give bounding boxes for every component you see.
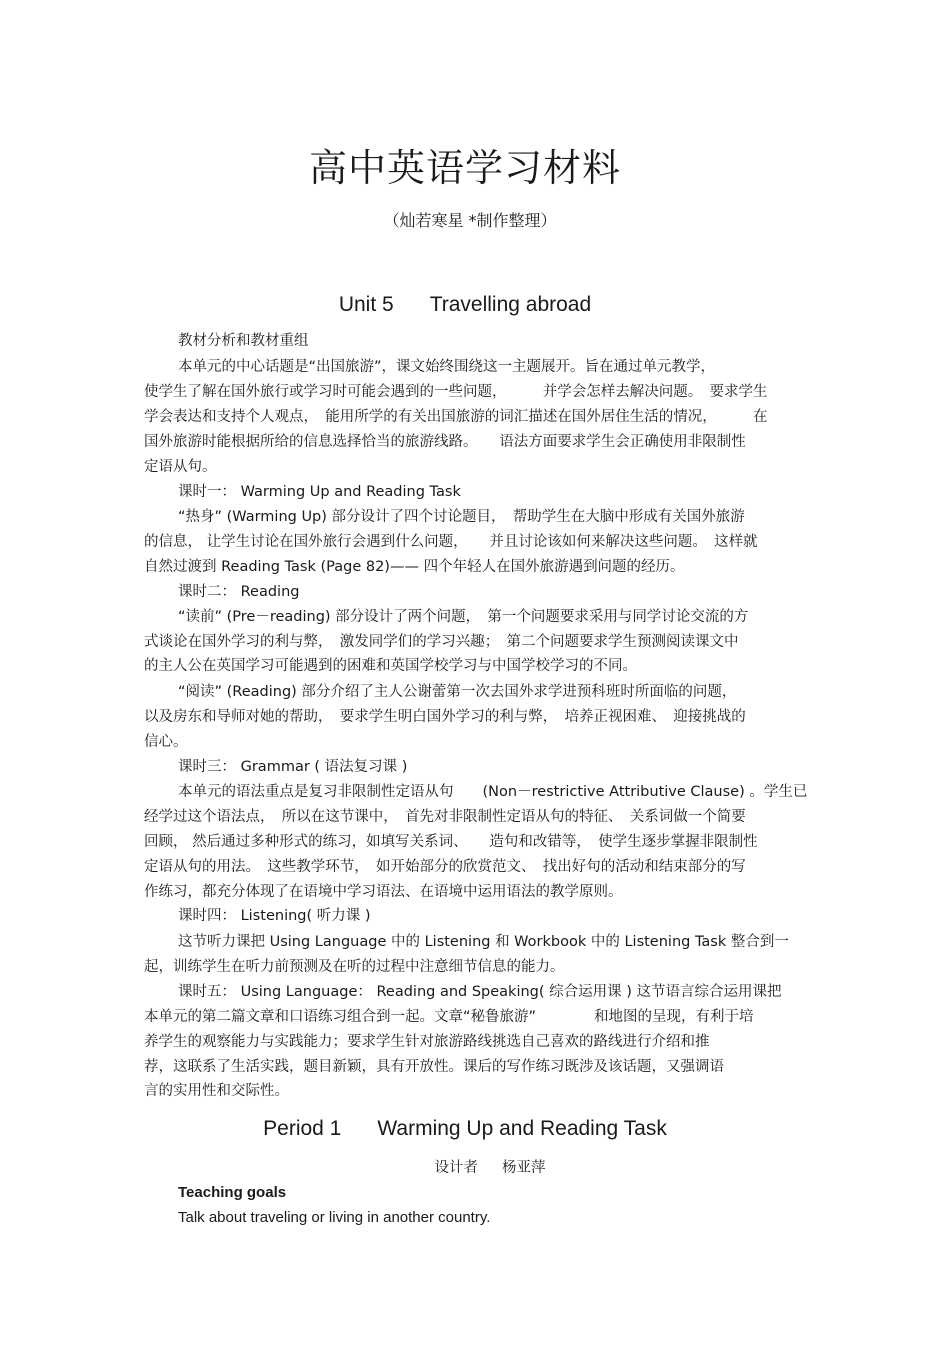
period-heading	[0, 1117, 930, 1141]
teaching-goals-heading: Teaching goals	[178, 1184, 287, 1201]
section-label: 教材分析和教材重组	[178, 333, 309, 349]
lesson-1-line: 自然过渡到 Reading Task (Page 82)—— 四个年轻人在国外旅游遇到问题的经历。	[144, 559, 685, 575]
lesson-5-label: 课时五： Using Language： Reading and Speaking( 综合运用课 ) 这节语言综合运用课把	[178, 984, 782, 1000]
period-number: Period 1	[263, 1117, 342, 1140]
intro-line: 学会表达和支持个人观点， 能用所学的有关出国旅游的词汇描述在国外居住生活的情况， 在	[144, 409, 768, 425]
lesson-2-line: “读前” (Pre－reading) 部分设计了两个问题， 第一个问题要求采用与同学讨论交流的方	[178, 609, 749, 625]
lesson-5-line: 言的实用性和交际性。	[144, 1083, 289, 1099]
lesson-3-label: 课时三： Grammar ( 语法复习课 )	[178, 759, 408, 775]
teaching-goals-line: Talk about traveling or living in another country.	[178, 1209, 491, 1226]
lesson-4-line: 这节听力课把 Using Language 中的 Listening 和 Workbook 中的 Listening Task 整合到一	[178, 934, 789, 950]
lesson-3-line: 回顾， 然后通过多种形式的练习，如填写关系词、 造句和改错等， 使学生逐步掌握非限制性	[144, 834, 758, 850]
lesson-5-line: 养学生的观察能力与实践能力；要求学生针对旅游路线挑选自己喜欢的路线进行介绍和推	[144, 1034, 710, 1050]
lesson-4-line: 起，训练学生在听力前预测及在听的过程中注意细节信息的能力。	[144, 959, 565, 975]
unit-number: Unit 5	[338, 293, 394, 316]
intro-line: 国外旅游时能根据所给的信息选择恰当的旅游线路。 语法方面要求学生会正确使用非限制性	[144, 434, 746, 450]
lesson-1-line: 的信息， 让学生讨论在国外旅行会遇到什么问题， 并且讨论该如何来解决这些问题。 这样就	[144, 534, 758, 550]
lesson-1-label: 课时一： Warming Up and Reading Task	[178, 484, 461, 500]
document-title: 高中英语学习材料	[308, 146, 621, 190]
lesson-2-line: “阅读” (Reading) 部分介绍了主人公谢蕾第一次去国外求学进预科班时所面临的问题，	[178, 684, 737, 700]
designer-line	[0, 1156, 950, 1177]
intro-line: 使学生了解在国外旅行或学习时可能会遇到的一些问题， 并学会怎样去解决问题。 要求学生	[144, 384, 768, 400]
intro-line: 定语从句。	[144, 459, 217, 475]
unit-name: Travelling abroad	[429, 293, 592, 316]
document-subtitle: （灿若寒星 *制作整理）	[383, 211, 557, 230]
lesson-2-label: 课时二： Reading	[178, 584, 300, 600]
unit-heading	[0, 293, 930, 317]
designer-name: 杨亚萍	[502, 1160, 546, 1176]
lesson-2-line: 式谈论在国外学习的利与弊， 激发同学们的学习兴趣； 第二个问题要求学生预测阅读课文中	[144, 634, 739, 650]
lesson-2-line: 信心。	[144, 734, 188, 750]
lesson-3-line: 经学过这个语法点， 所以在这节课中， 首先对非限制性定语从句的特征、 关系词做一个简要	[144, 809, 746, 825]
designer-label: 设计者	[434, 1160, 478, 1176]
lesson-2-line: 以及房东和导师对她的帮助， 要求学生明白国外学习的利与弊， 培养正视困难、 迎接挑战的	[144, 709, 746, 725]
lesson-3-line: 本单元的语法重点是复习非限制性定语从句 (Non－restrictive Attributive Clause) 。学生已	[178, 784, 808, 800]
lesson-3-line: 定语从句的用法。 这些教学环节， 如开始部分的欣赏范文、 找出好句的活动和结束部分的写	[144, 859, 746, 875]
intro-line: 本单元的中心话题是“出国旅游”，课文始终围绕这一主题展开。旨在通过单元教学，	[178, 359, 716, 375]
period-name: Warming Up and Reading Task	[377, 1117, 667, 1140]
lesson-4-label: 课时四： Listening( 听力课 )	[178, 908, 371, 924]
lesson-3-line: 作练习，都充分体现了在语境中学习语法、在语境中运用语法的教学原则。	[144, 884, 623, 900]
lesson-5-line: 荐，这联系了生活实践，题目新颖，具有开放性。课后的写作练习既涉及该话题，又强调语	[144, 1059, 724, 1075]
lesson-2-line: 的主人公在英国学习可能遇到的困难和英国学校学习与中国学校学习的不同。	[144, 658, 637, 674]
lesson-1-line: “热身” (Warming Up) 部分设计了四个讨论题目， 帮助学生在大脑中形成有关国外旅游	[178, 509, 745, 525]
lesson-5-line: 本单元的第二篇文章和口语练习组合到一起。文章“秘鲁旅游” 和地图的呈现，有利于培	[144, 1009, 754, 1025]
